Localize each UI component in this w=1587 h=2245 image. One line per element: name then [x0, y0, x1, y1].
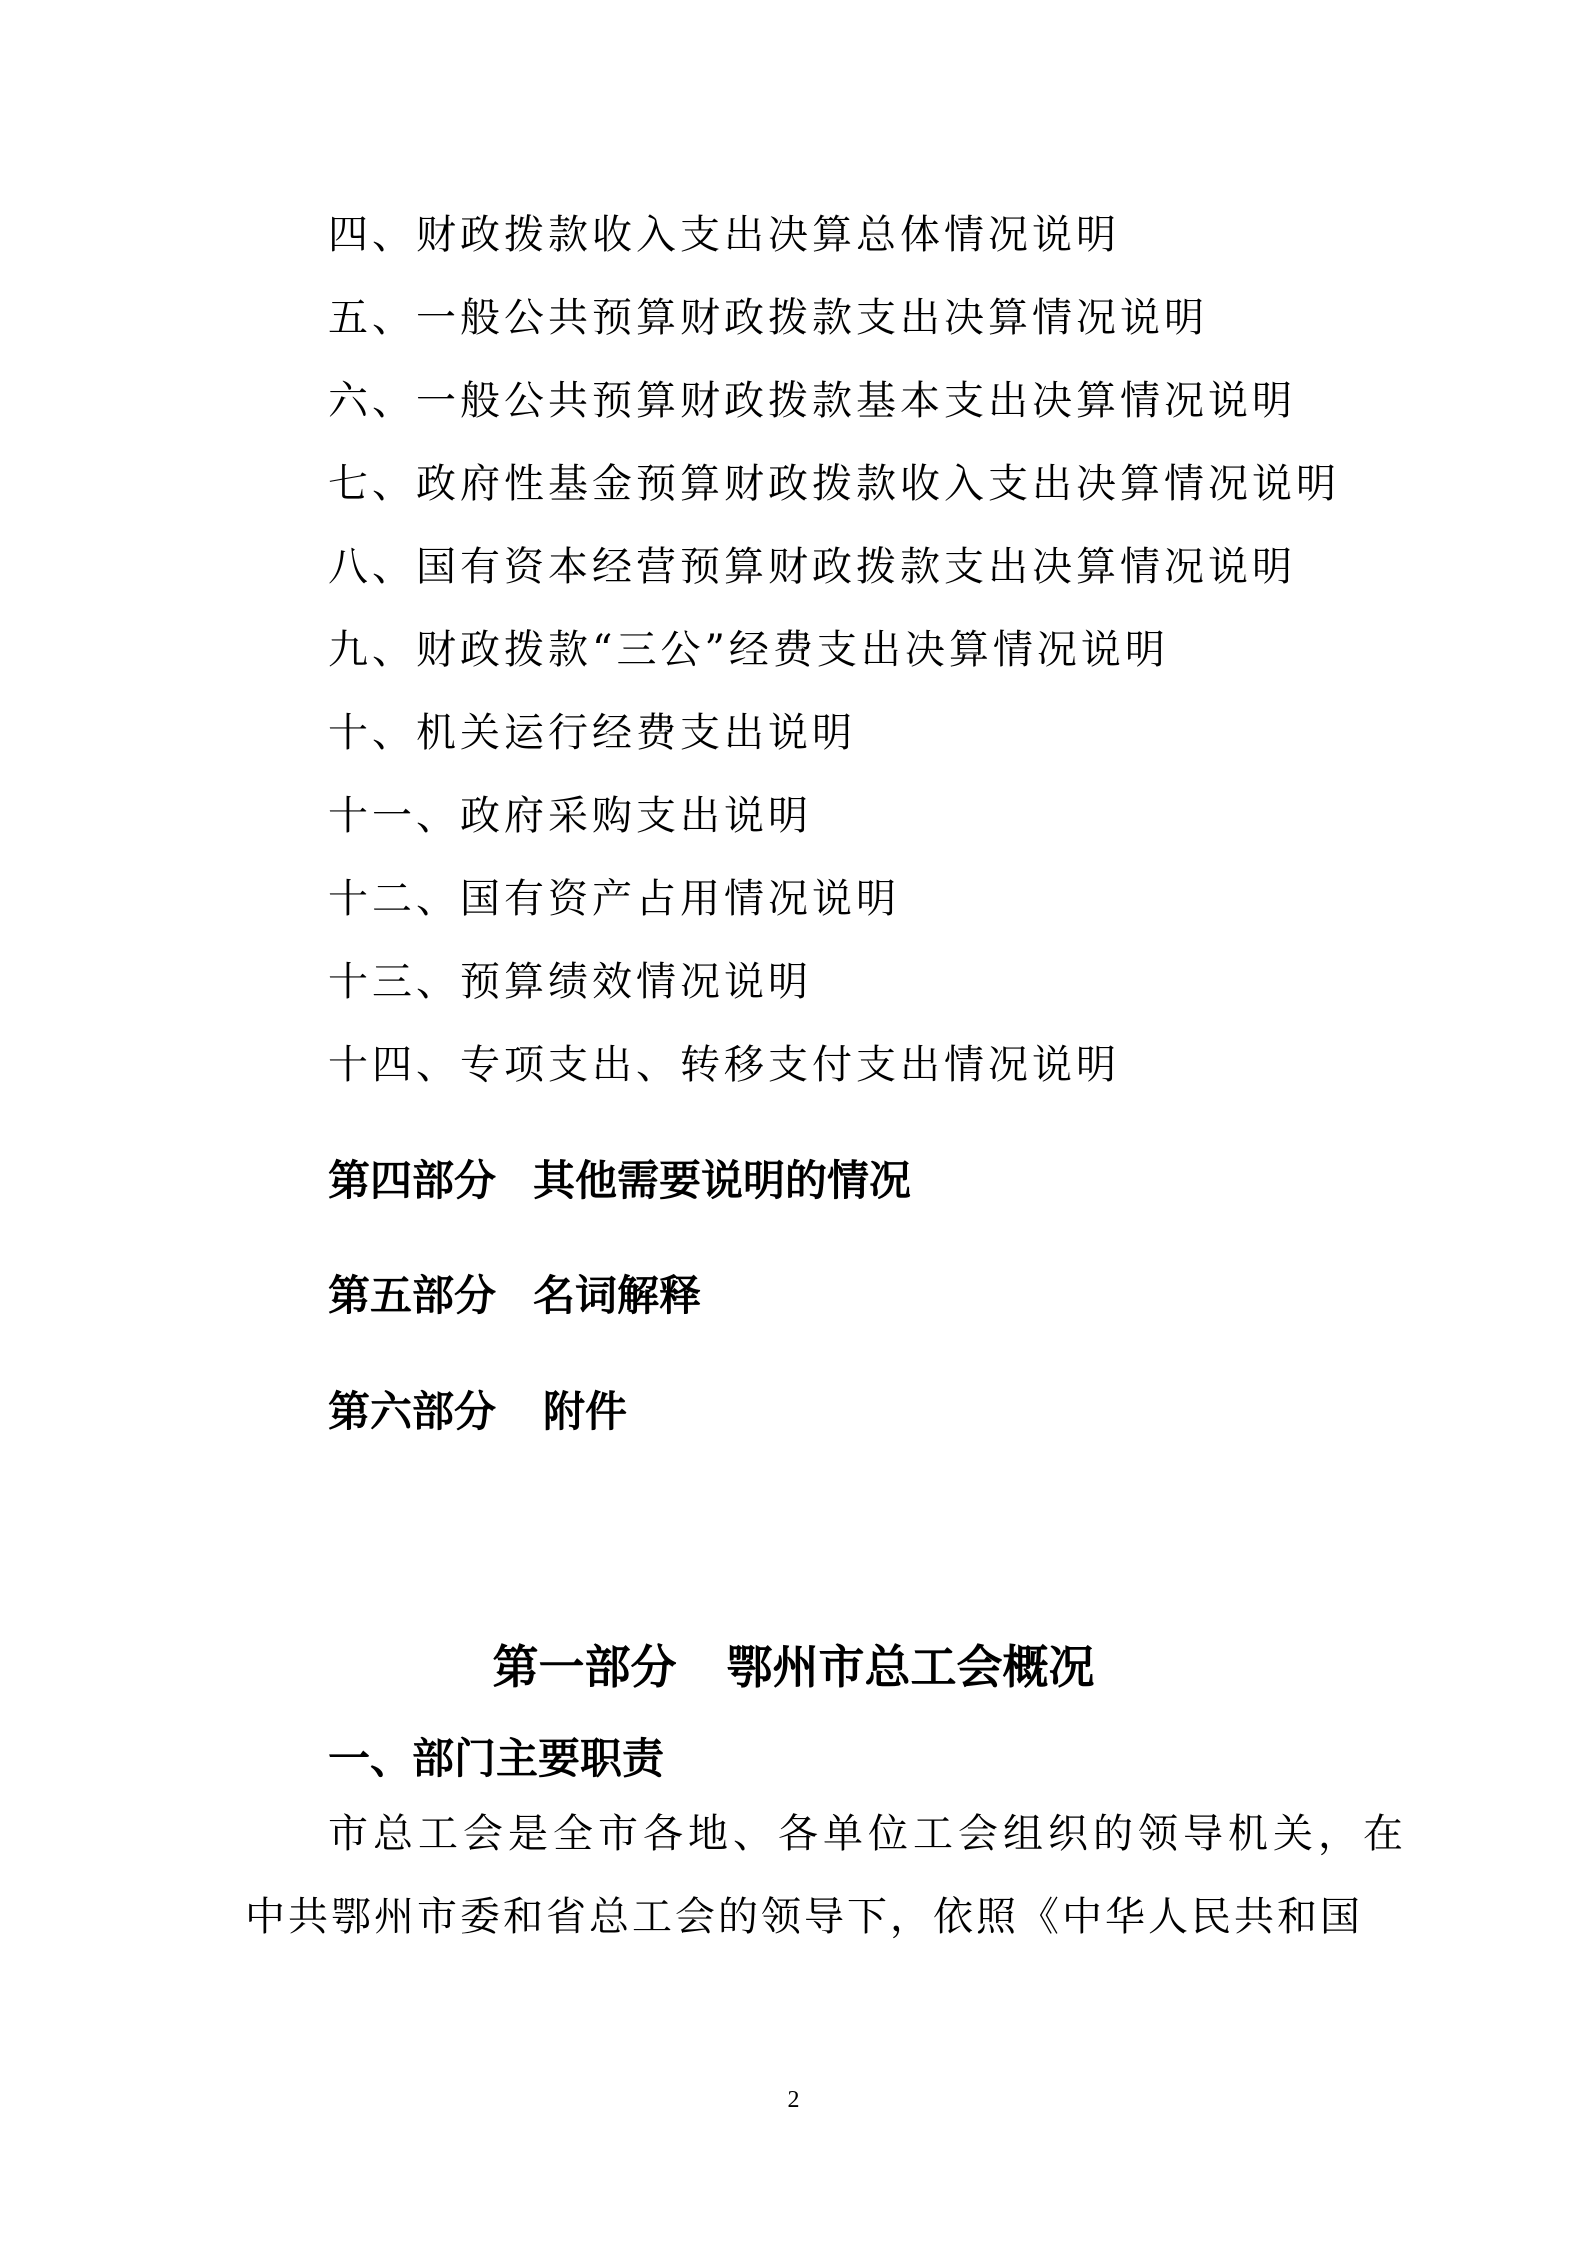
- toc-item: 五、一般公共预算财政拨款支出决算情况说明: [328, 295, 1208, 341]
- section-name: 鄂州市总工会概况: [726, 1640, 1095, 1694]
- toc-part-item: [328, 1267, 701, 1325]
- toc-item: 九、财政拨款“三公”经费支出决算情况说明: [328, 627, 1169, 673]
- toc-item: 八、国有资本经营预算财政拨款支出决算情况说明: [328, 544, 1296, 590]
- toc-item: 十、机关运行经费支出说明: [328, 710, 856, 756]
- body-paragraph-line: 中共鄂州市委和省总工会的领导下，依照《中华人民共和国: [245, 1894, 1363, 1940]
- toc-item: 十二、国有资产占用情况说明: [328, 876, 900, 922]
- toc-item: 十一、政府采购支出说明: [328, 793, 812, 839]
- body-paragraph-line: 市总工会是全市各地、各单位工会组织的领导机关，在: [328, 1811, 1408, 1857]
- page-number: 2: [787, 2087, 800, 2113]
- section-label: 第一部分: [492, 1640, 677, 1694]
- part-title: 其他需要说明的情况: [533, 1156, 912, 1205]
- part-label: 第四部分: [328, 1156, 497, 1205]
- toc-item: 十四、专项支出、转移支付支出情况说明: [328, 1042, 1120, 1088]
- toc-part-item: [328, 1383, 627, 1441]
- toc-item: 十三、预算绩效情况说明: [328, 959, 812, 1005]
- section-title: [0, 1635, 1587, 1699]
- part-title: 附件: [543, 1387, 628, 1436]
- toc-item: 四、财政拨款收入支出决算总体情况说明: [328, 212, 1120, 258]
- toc-item: 七、政府性基金预算财政拨款收入支出决算情况说明: [328, 461, 1340, 507]
- toc-part-item: [328, 1152, 911, 1210]
- subsection-title: 一、部门主要职责: [328, 1734, 665, 1783]
- part-title: 名词解释: [533, 1271, 702, 1320]
- part-label: 第五部分: [328, 1271, 497, 1320]
- toc-item: 六、一般公共预算财政拨款基本支出决算情况说明: [328, 378, 1296, 424]
- part-label: 第六部分: [328, 1387, 497, 1436]
